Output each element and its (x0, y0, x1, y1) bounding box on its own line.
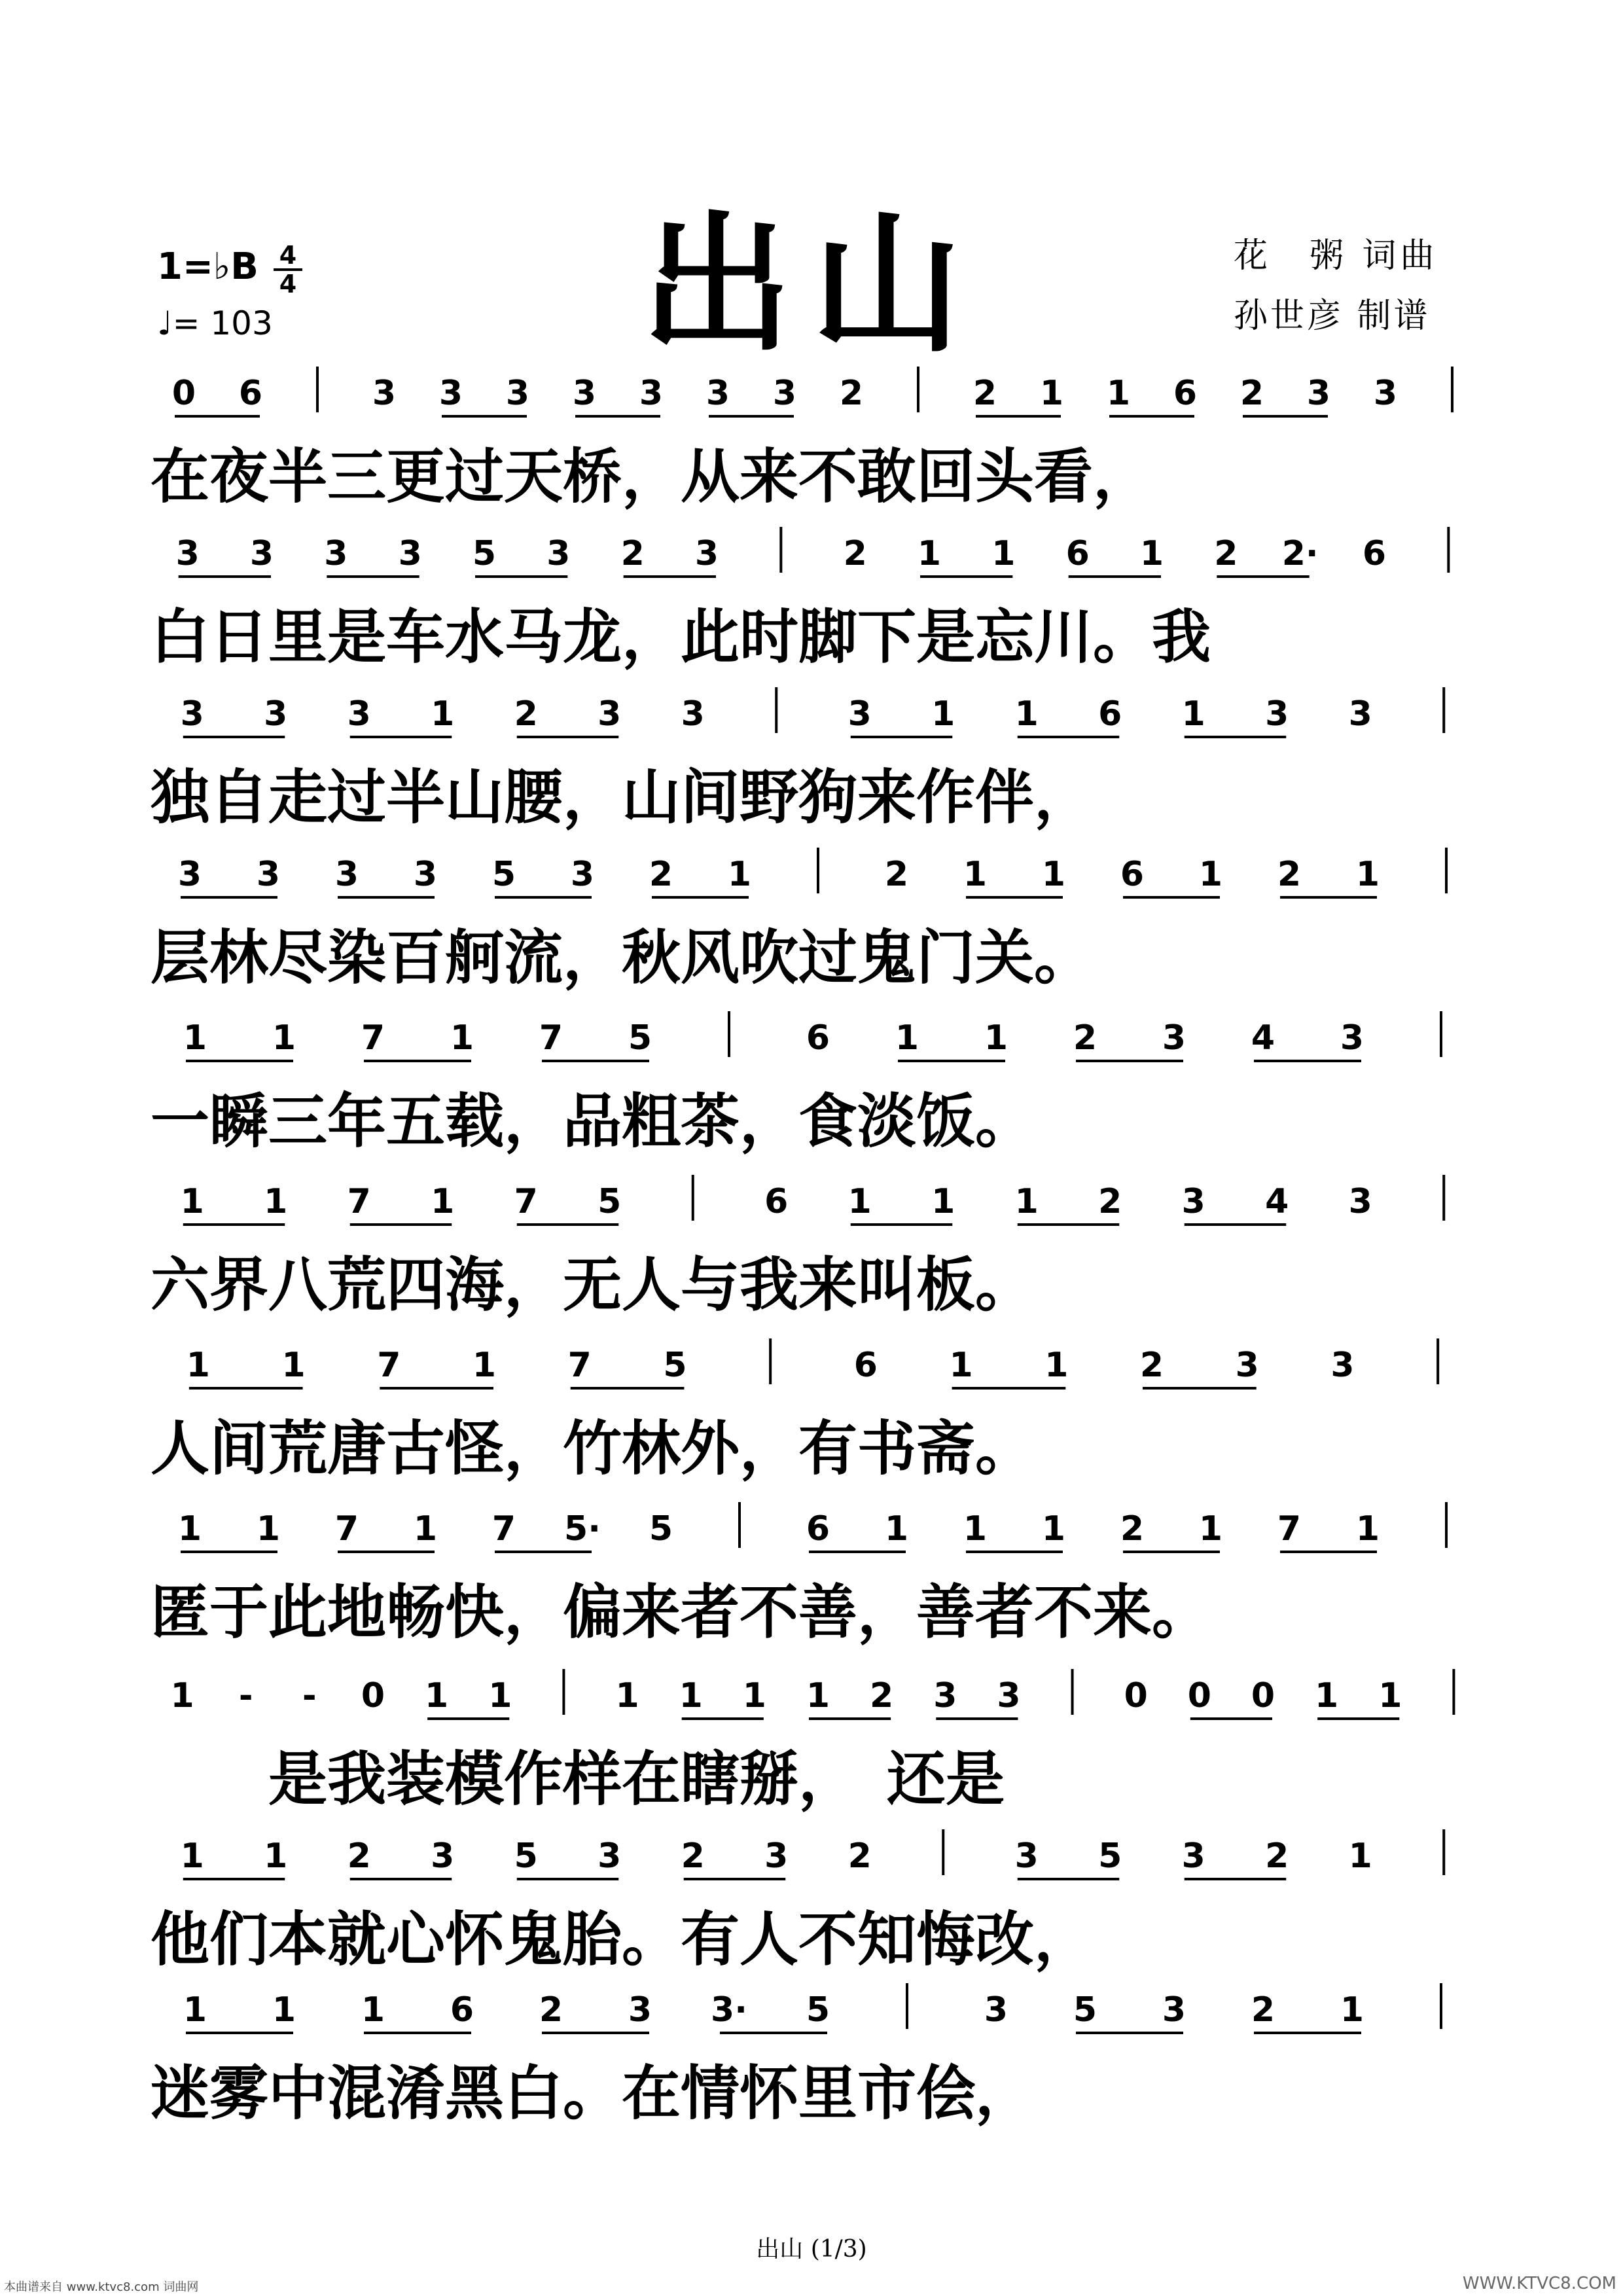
jianpu-note: 1 (1041, 1509, 1066, 1549)
jianpu-note: 2 (514, 694, 538, 734)
jianpu-note: 2 (1251, 1990, 1275, 2030)
jianpu-note: 0 (171, 374, 196, 413)
notation-svg (151, 514, 1486, 592)
score-system-5 (151, 998, 1486, 1156)
arranger-credit: 孙世彦 制谱 (1234, 296, 1431, 336)
notation-svg (151, 834, 1486, 913)
lyrics-line: 是我装模作样在瞎掰， 还是 (151, 1744, 1005, 1814)
jianpu-note: 2 (620, 534, 645, 573)
jianpu-note: 5· (564, 1509, 601, 1549)
jianpu-note: 3 (694, 534, 719, 573)
jianpu-note: 3 (570, 855, 595, 894)
jianpu-note: 0 (1187, 1676, 1211, 1715)
jianpu-note: 6 (853, 1346, 878, 1385)
jianpu-note: 1 (895, 1018, 919, 1058)
score-system-4 (151, 834, 1486, 992)
jianpu-note: 1 (264, 1182, 288, 1221)
score-system-2 (151, 514, 1486, 672)
jianpu-note: 3 (772, 374, 797, 413)
jianpu-note: 1 (180, 1182, 204, 1221)
notation-svg (151, 1325, 1486, 1404)
jianpu-note: 1 (272, 1990, 296, 2030)
jianpu-note: 3 (398, 534, 422, 573)
jianpu-note: 6 (238, 374, 263, 413)
jianpu-note: 1 (170, 1676, 194, 1715)
jianpu-note: 2 (1277, 855, 1302, 894)
jianpu-note: 3 (933, 1676, 957, 1715)
jianpu-note: - (238, 1676, 253, 1715)
jianpu-note: 1 (949, 1346, 973, 1385)
jianpu-note: 7 (491, 1509, 516, 1549)
jianpu-note: 1 (963, 1509, 988, 1549)
jianpu-note: 3· (711, 1990, 747, 2030)
jianpu-note: 1 (186, 1346, 210, 1385)
source-note: 本曲谱来自 www.ktvc8.com 词曲网 (4, 2280, 199, 2294)
jianpu-note: 3 (505, 374, 530, 413)
jianpu-note: - (302, 1676, 317, 1715)
jianpu-note: 1 (615, 1676, 639, 1715)
jianpu-note: 1 (931, 694, 955, 734)
jianpu-note: 3 (256, 855, 281, 894)
jianpu-note: 3 (324, 534, 348, 573)
jianpu-note: 3 (264, 694, 288, 734)
jianpu-note: 6 (1065, 534, 1090, 573)
notation-svg (151, 1970, 1486, 2049)
jianpu-note: 3 (997, 1676, 1021, 1715)
jianpu-note: 3 (1340, 1018, 1364, 1058)
jianpu-note: 1 (931, 1182, 955, 1221)
jianpu-note: 3 (1181, 1837, 1205, 1876)
jianpu-note: 3 (372, 374, 397, 413)
jianpu-note: 1 (180, 1837, 204, 1876)
jianpu-note: 4 (1251, 1018, 1275, 1058)
jianpu-note: 6 (806, 1018, 830, 1058)
jianpu-note: 3 (1373, 374, 1398, 413)
jianpu-note: 3 (1235, 1346, 1259, 1385)
jianpu-note: 1 (472, 1346, 497, 1385)
jianpu-note: 5 (491, 855, 516, 894)
score-system-6 (151, 1162, 1486, 1319)
jianpu-note: 2 (1240, 374, 1264, 413)
jianpu-note: 1 (1355, 1509, 1380, 1549)
jianpu-note: 7 (514, 1182, 538, 1221)
jianpu-note: 3 (597, 694, 622, 734)
score-system-8 (151, 1489, 1486, 1647)
notation-line (151, 1489, 1486, 1568)
jianpu-note: 1 (450, 1018, 474, 1058)
time-signature (274, 242, 302, 297)
jianpu-note: 7 (361, 1018, 385, 1058)
jianpu-note: 1 (1039, 374, 1064, 413)
jianpu-note: 7 (567, 1346, 592, 1385)
jianpu-note: 7 (1277, 1509, 1302, 1549)
notation-line (151, 353, 1486, 432)
jianpu-note: 0 (361, 1676, 385, 1715)
lyrics-line: 迷雾中混淆黑白。在情怀里市侩， (151, 2058, 1034, 2128)
jianpu-note: 3 (705, 374, 730, 413)
jianpu-note: 3 (1162, 1990, 1186, 2030)
notation-svg (151, 998, 1486, 1077)
lyrics-line: 人间荒唐古怪，竹林外，有书斋。 (151, 1414, 1034, 1483)
jianpu-note: 1 (1378, 1676, 1402, 1715)
jianpu-note: 6 (1120, 855, 1145, 894)
jianpu-note: 3 (984, 1990, 1008, 2030)
jianpu-note: 1 (1044, 1346, 1069, 1385)
jianpu-note: 1 (431, 694, 455, 734)
jianpu-note: 3 (628, 1990, 652, 2030)
jianpu-note: 5 (806, 1990, 830, 2030)
jianpu-note: 1 (361, 1990, 385, 2030)
page-footer: 出山 (1/3) (756, 2236, 867, 2263)
time-signature-bottom: 4 (274, 268, 302, 297)
jianpu-note: 6 (764, 1182, 789, 1221)
key-signature: 1=♭B (157, 245, 259, 288)
jianpu-note: 7 (334, 1509, 359, 1549)
time-signature-top: 4 (279, 241, 297, 270)
jianpu-note: 0 (1251, 1676, 1275, 1715)
jianpu-note: 3 (1162, 1018, 1186, 1058)
score-system-10 (151, 1816, 1486, 1974)
jianpu-note: 2 (847, 1837, 872, 1876)
jianpu-note: 3 (1330, 1346, 1355, 1385)
jianpu-note: 3 (1306, 374, 1331, 413)
jianpu-note: 7 (347, 1182, 371, 1221)
jianpu-note: 1 (991, 534, 1016, 573)
jianpu-note: 1 (413, 1509, 438, 1549)
jianpu-note: 2 (1073, 1018, 1097, 1058)
jianpu-note: 7 (539, 1018, 563, 1058)
jianpu-note: 5 (649, 1509, 673, 1549)
notation-svg (151, 1489, 1486, 1568)
notation-line (151, 1816, 1486, 1895)
jianpu-note: 2· (1281, 534, 1319, 573)
jianpu-note: 3 (681, 694, 705, 734)
jianpu-note: 2 (681, 1837, 705, 1876)
jianpu-note: 1 (1315, 1676, 1339, 1715)
jianpu-note: 2 (1098, 1182, 1122, 1221)
jianpu-note: 3 (175, 534, 200, 573)
jianpu-note: 0 (1124, 1676, 1148, 1715)
notation-svg (151, 1816, 1486, 1895)
notation-line (151, 1162, 1486, 1240)
lyrics-line: 白日里是车水马龙，此时脚下是忘川。我 (151, 602, 1211, 672)
notation-line (151, 514, 1486, 592)
jianpu-note: 1 (1348, 1837, 1372, 1876)
jianpu-note: 2 (1265, 1837, 1289, 1876)
jianpu-note: 3 (764, 1837, 789, 1876)
jianpu-note: 7 (377, 1346, 401, 1385)
jianpu-note: 1 (1181, 694, 1205, 734)
jianpu-note: 1 (917, 534, 942, 573)
lyrics-line: 匿于此地畅快，偏来者不善，善者不来。 (151, 1577, 1211, 1647)
jianpu-note: 1 (1355, 855, 1380, 894)
jianpu-note: 1 (1014, 1182, 1039, 1221)
jianpu-note: 3 (597, 1837, 622, 1876)
jianpu-note: 2 (839, 374, 864, 413)
jianpu-note: 1 (1198, 855, 1223, 894)
score-system-11 (151, 1970, 1486, 2128)
jianpu-note: 5 (1073, 1990, 1097, 2030)
jianpu-note: 1 (256, 1509, 281, 1549)
source-watermark: WWW.KTVC8.COM (1462, 2274, 1616, 2293)
notation-line (151, 998, 1486, 1077)
jianpu-note: 2 (1139, 1346, 1164, 1385)
jianpu-note: 3 (1348, 694, 1372, 734)
jianpu-note: 5 (597, 1182, 622, 1221)
jianpu-note: 5 (472, 534, 497, 573)
jianpu-note: 1 (1014, 694, 1039, 734)
jianpu-note: 1 (183, 1990, 207, 2030)
jianpu-note: 1 (984, 1018, 1008, 1058)
lyrics-line: 在夜半三更过天桥，从来不敢回头看， (151, 442, 1152, 511)
jianpu-note: 1 (742, 1676, 766, 1715)
notation-svg (151, 1656, 1486, 1734)
jianpu-note: 3 (1265, 694, 1289, 734)
jianpu-note: 1 (1041, 855, 1066, 894)
jianpu-note: 2 (649, 855, 673, 894)
jianpu-note: 3 (438, 374, 463, 413)
notation-line (151, 1656, 1486, 1734)
jianpu-note: 2 (870, 1676, 894, 1715)
jianpu-note: 3 (546, 534, 571, 573)
jianpu-note: 1 (1340, 1990, 1364, 2030)
jianpu-note: 1 (488, 1676, 512, 1715)
jianpu-note: 3 (639, 374, 664, 413)
composer-credit: 花 粥 词曲 (1234, 236, 1438, 276)
jianpu-note: 3 (347, 694, 371, 734)
jianpu-note: 3 (431, 1837, 455, 1876)
jianpu-note: 1 (264, 1837, 288, 1876)
notation-line (151, 674, 1486, 753)
jianpu-note: 1 (1106, 374, 1131, 413)
jianpu-note: 1 (272, 1018, 296, 1058)
tempo-marking: ♩= 103 (157, 304, 273, 342)
jianpu-note: 1 (679, 1676, 703, 1715)
page-title: 出山 (641, 196, 982, 373)
jianpu-note: 6 (806, 1509, 830, 1549)
jianpu-note: 3 (572, 374, 597, 413)
jianpu-note: 3 (249, 534, 274, 573)
jianpu-note: 2 (1120, 1509, 1145, 1549)
score-system-3 (151, 674, 1486, 832)
score-system-7 (151, 1325, 1486, 1483)
jianpu-note: 3 (847, 694, 872, 734)
notation-line (151, 1325, 1486, 1404)
score-system-1 (151, 353, 1486, 511)
jianpu-note: 2 (884, 855, 909, 894)
jianpu-note: 1 (1139, 534, 1164, 573)
lyrics-line: 层林尽染百舸流，秋风吹过鬼门关。 (151, 923, 1093, 992)
jianpu-note: 5 (514, 1837, 538, 1876)
jianpu-note: 3 (1348, 1182, 1372, 1221)
jianpu-note: 2 (843, 534, 867, 573)
lyrics-line: 一瞬三年五载，品粗茶，食淡饭。 (151, 1086, 1034, 1156)
jianpu-note: 3 (413, 855, 438, 894)
jianpu-note: 1 (1198, 1509, 1223, 1549)
jianpu-note: 6 (450, 1990, 474, 2030)
jianpu-note: 2 (347, 1837, 371, 1876)
jianpu-note: 6 (1362, 534, 1387, 573)
jianpu-note: 2 (539, 1990, 563, 2030)
jianpu-note: 4 (1265, 1182, 1289, 1221)
jianpu-note: 5 (628, 1018, 652, 1058)
lyrics-line: 独自走过半山腰，山间野狗来作伴， (151, 762, 1093, 832)
jianpu-note: 1 (847, 1182, 872, 1221)
notation-line (151, 834, 1486, 913)
jianpu-note: 1 (425, 1676, 449, 1715)
jianpu-note: 1 (431, 1182, 455, 1221)
jianpu-note: 1 (963, 855, 988, 894)
jianpu-note: 1 (183, 1018, 207, 1058)
score-system-9 (151, 1656, 1486, 1814)
jianpu-note: 1 (177, 1509, 202, 1549)
notation-line (151, 1970, 1486, 2049)
notation-svg (151, 353, 1486, 432)
jianpu-note: 1 (727, 855, 752, 894)
jianpu-note: 2 (1214, 534, 1238, 573)
jianpu-note: 1 (884, 1509, 909, 1549)
jianpu-note: 1 (806, 1676, 830, 1715)
jianpu-note: 5 (663, 1346, 687, 1385)
lyrics-line: 六界八荒四海，无人与我来叫板。 (151, 1250, 1034, 1319)
jianpu-note: 3 (180, 694, 204, 734)
jianpu-note: 3 (334, 855, 359, 894)
jianpu-note: 6 (1173, 374, 1198, 413)
notation-svg (151, 1162, 1486, 1240)
jianpu-note: 2 (972, 374, 997, 413)
jianpu-note: 6 (1098, 694, 1122, 734)
jianpu-note: 1 (281, 1346, 306, 1385)
jianpu-note: 3 (1181, 1182, 1205, 1221)
jianpu-note: 3 (177, 855, 202, 894)
jianpu-note: 3 (1014, 1837, 1039, 1876)
jianpu-note: 5 (1098, 1837, 1122, 1876)
notation-svg (151, 674, 1486, 753)
lyrics-line: 他们本就心怀鬼胎。有人不知悔改， (151, 1905, 1093, 1974)
